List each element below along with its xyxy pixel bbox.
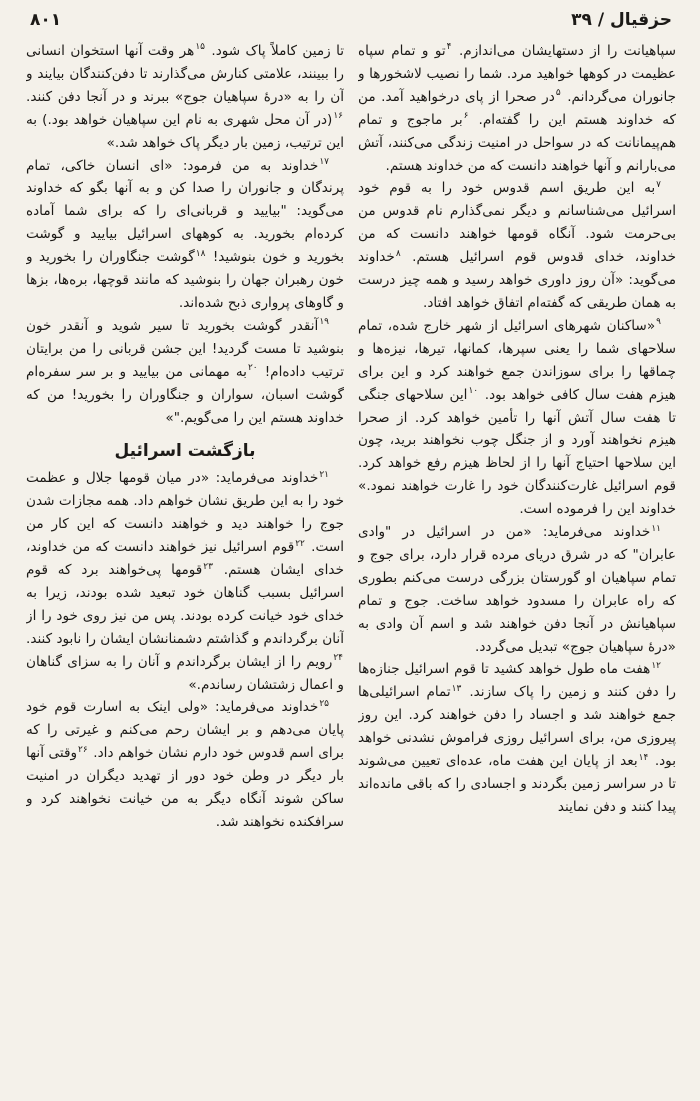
verse-text: به این طریق اسم قدوس خود را به قوم خود اسرائیل می‌شناسانم و دیگر نمی‌گذارم نام قدوس من بی‌حرمت شود. آنگاه قومها خواهند دانست که من خداوند، خدای قدوس قوم اسرائیل هستم. (358, 180, 676, 266)
verse-number: ۲۶ (78, 744, 88, 755)
verse-text: گوشت جنگاوران را بخورید و خون رهبران جهان را بنوشید که مانند قوچها، بره‌ها، بزها و گاوهای پرواری ذبح شده‌اند. (26, 249, 344, 311)
verse-number: ۲۴ (333, 653, 343, 664)
verse-number: ۵ (555, 88, 561, 99)
paragraph (358, 40, 676, 177)
verse-text: خداوند به من فرمود: «ای انسان خاکی، تمام پرندگان و جانوران را صدا کن و به آنها بگو که خداوند می‌گوید: "بیایید و قربانی‌ای را که برای شما آماده کرده‌ام بخورید. به کوههای اسرائیل بیایید و گوشت بخورید و خون بنوشید! (26, 157, 344, 266)
verse-text: تو و تمام سپاه عظیمت در کوهها خواهید مرد. شما را نصیب لاشخورها و جانوران می‌گردانم. (358, 43, 676, 105)
verse-number: ۱۲ (651, 660, 661, 671)
verse-number: ۲۵ (319, 698, 329, 709)
verse-number: ۱۸ (195, 248, 206, 259)
paragraph (26, 155, 344, 315)
verse-number: ۱۴ (638, 752, 649, 763)
right-text-column (358, 40, 676, 1092)
verse-number: ۲۳ (203, 561, 213, 572)
verse-text: خداوند می‌فرماید: «من در اسرائیل در "وادی عابران" که در شرق دریای مرده قرار دارد، برای جوج و تمام سپاهیان او گورستان بزرگی درست می‌کنم بطوری که راه عابران را مسدود خواهد ساخت. جوج و تمام سپاهیانش در آنجا دفن خواهند شد و اسم آن وادی به «درهٔ سپاهیان جوج» تبدیل می‌گردد. (358, 524, 676, 655)
section-title: بازگشت اسرائیل (114, 441, 256, 462)
verse-text: خداوند می‌گوید: «آن روز داوری خواهد رسید و همه چیز درست به همان طریقی که گفته‌ام اتفاق خواهد افتاد. (358, 249, 676, 311)
verse-text: تمام اسرائیلی‌ها جمع خواهند شد و اجساد را دفن خواهند کرد. این روز پیروزی من، برای اسرائیل روزی فراموش نشدنی خواهد بود. (358, 684, 676, 770)
verse-number: ۱۷ (319, 157, 329, 167)
paragraph (358, 315, 676, 521)
paragraph (26, 467, 344, 696)
verse-text: بر ماجوج و تمام هم‌پیمانانت که در سواحل در امنیت زندگی می‌کنند، آتش می‌بارانم و آنها خواهند دانست که من خداوند هستم. (358, 111, 676, 174)
verse-text: سپاهیانت را از دستهایشان می‌اندازم. (458, 43, 676, 59)
verse-text: هر وقت آنها استخوان انسانی را ببینند، علامتی کنارش می‌گذارند تا دفن‌کنندگان بیایند و آن را به «درهٔ سپاهیان جوج» ببرند و در آنجا دفن کنند. (26, 43, 344, 105)
verse-text: قومها پی‌خواهند برد که قوم اسرائیل بسبب گناهان خود تبعید شده بودند، زیرا به خدای خود خیانت کرده بودند. پس من نیز روی خود را از آنان برگرداندم و گذاشتم دشمنانشان ایشان را نابود کنند. (26, 562, 344, 647)
verse-text: خداوند می‌فرماید: «در میان قومها جلال و عظمت خود را به این طریق نشان خواهم داد. همه مجازات شدن جوج را خواهند دید و خواهند دانست که این کار من است. (26, 470, 344, 556)
chapter-header: حزقیال / ۳۹ (571, 10, 672, 30)
verse-number: ۱۳ (451, 683, 462, 694)
verse-text: قوم اسرائیل نیز خواهند دانست که من خداوند، خدای ایشان هستم. (26, 539, 344, 579)
verse-text: در صحرا از پای درخواهید آمد. من که خداوند هستم این را گفته‌ام. (358, 88, 676, 128)
verse-text: تا زمین کاملاً پاک شود. (211, 43, 344, 59)
verse-text: خداوند می‌فرماید: «ولی اینک به اسارت قوم خود پایان می‌دهم و بر ایشان رحم می‌کنم و غیرتی را که برای اسم قدوس خود دارم نشان خواهم داد. (26, 699, 344, 762)
verse-number: ۱۰ (468, 386, 479, 397)
verse-text: (در آن محل شهری به نام این سپاهیان خواهد بود.) به این ترتیب، زمین بار دیگر پاک خواهد شد.» (26, 111, 344, 151)
verse-number: ۱۵ (195, 42, 205, 53)
verse-text: «ساکنان شهرهای اسرائیل از شهر خارج شده، تمام سلاحهای شما را یعنی سپرها، کمانها، تیرها، نیزه‌ها و چماقها را برای سوزاندن جمع خواهند کرد و این برای هیزم هفت سال کافی خواهد بود. (358, 317, 676, 403)
verse-text: وقتی آنها بار دیگر در وطن خود دور از تهدید دیگران در امنیت ساکن شوند آنگاه دیگر به من خیانت نخواهند کرد و سرافکنده نخواهند شد. (26, 745, 344, 830)
verse-text: بعد از پایان این هفت ماه، عده‌ای تعیین می‌شوند تا در سراسر زمین بگردند و اجسادی را که باقی مانده‌اند پیدا کنند و دفن نمایند (358, 753, 676, 815)
paragraph (26, 315, 344, 430)
verse-text: به مهمانی من بیایید و بر سر سفره‌ام گوشت اسبان، سواران و جنگاوران را بخورید! من که خداوند هستم این را می‌گویم."» (26, 363, 344, 426)
verse-text: آنقدر گوشت بخورید تا سیر شوید و آنقدر خون بنوشید تا مست گردید! این جشن قربانی را من برایتان ترتیب داده‌ام! (26, 317, 344, 380)
verse-number: ۹ (656, 317, 661, 328)
verse-number: ۲۰ (247, 363, 258, 374)
paragraph (358, 177, 676, 314)
verse-number: ۲۱ (319, 469, 329, 480)
verse-number: ۱۶ (333, 111, 343, 122)
verse-number: ۴ (446, 42, 452, 53)
verse-text: هفت ماه طول خواهد کشید تا قوم اسرائیل جنازه‌ها را دفن کنند و زمین را پاک سازند. (358, 661, 676, 701)
paragraph (26, 40, 344, 155)
paragraph (358, 521, 676, 658)
verse-number: ۱۹ (319, 317, 329, 328)
paragraph (358, 658, 676, 818)
left-text-column (26, 40, 344, 1092)
paragraph (26, 696, 344, 833)
verse-number: ۶ (463, 111, 469, 122)
verse-number: ۱۱ (651, 523, 661, 534)
verse-number: ۲۲ (295, 538, 305, 549)
verse-text: این سلاحهای جنگی تا هفت سال آتش آنها را تأمین خواهد کرد. از صحرا هیزم نخواهند آورد و از جنگل چوب نخواهند برید، چون این سلاحها احتیاج آنها را از لحاظ هیزم رفع خواهد کرد. قوم اسرائیل غارت‌کنندگان خود را غارت خواهند نمود.» خداوند این را فرموده است. (358, 386, 676, 518)
verse-number: ۷ (656, 179, 661, 190)
verse-number: ۸ (395, 248, 401, 259)
verse-text: رویم را از ایشان برگرداندم و آنان را به سزای گناهان و اعمال زشتشان رساندم.» (26, 653, 344, 693)
page-number: ۸۰۱ (30, 10, 62, 30)
